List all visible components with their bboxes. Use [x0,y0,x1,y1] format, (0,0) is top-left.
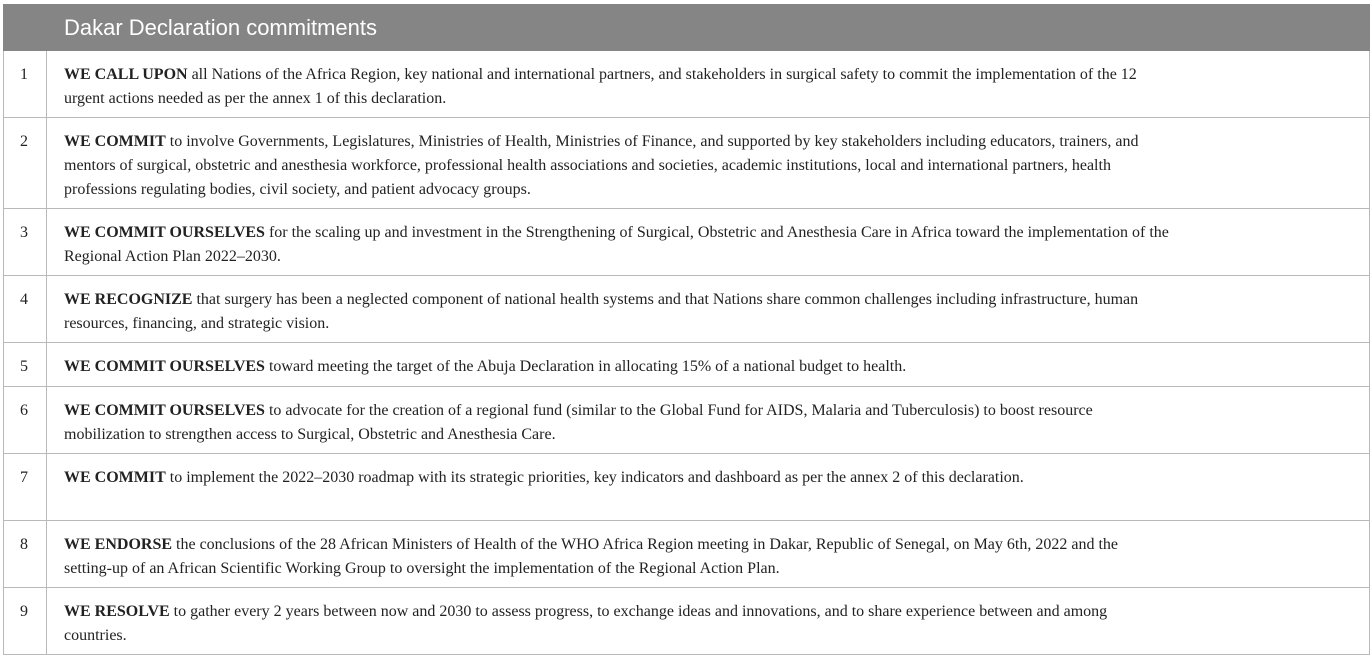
row-text [47,276,1370,343]
row-number: 7 [4,454,47,521]
row-text [47,454,1370,521]
row-body: to gather every 2 years between now and 2030 to assess progress, to exchange ideas and innovations, and to share experience between and among countries. [64,603,1108,644]
table-row [4,387,1370,454]
row-body: all Nations of the Africa Region, key national and international partners, and stakeholders in surgical safety to commit the implementation of the 12 urgent actions needed as per the annex 1 of this declaration. [64,66,1137,107]
row-text [47,51,1370,118]
row-body: to implement the 2022–2030 roadmap with its strategic priorities, key indicators and dashboard as per the annex 2 of this declaration. [165,469,1024,486]
table-row [4,209,1370,276]
table-title: Dakar Declaration commitments [47,5,1370,51]
commitments-table [3,4,1370,655]
row-body: for the scaling up and investment in the Strengthening of Surgical, Obstetric and Anesthesia Care in Africa toward the implementation of the Regional Action Plan 2022–2030. [64,224,1169,265]
number-column-header [4,5,47,51]
table-row [4,276,1370,343]
row-lead: WE COMMIT [64,133,166,150]
row-number: 4 [4,276,47,343]
table-row [4,454,1370,521]
row-lead: WE COMMIT OURSELVES [64,358,265,375]
row-text [47,588,1370,655]
row-number: 6 [4,387,47,454]
row-number: 2 [4,118,47,209]
row-number: 3 [4,209,47,276]
row-number: 1 [4,51,47,118]
table-row [4,343,1370,387]
row-lead: WE ENDORSE [64,536,173,553]
row-text [47,521,1370,588]
row-body: the conclusions of the 28 African Ministers of Health of the WHO Africa Region meeting in Dakar, Republic of Senegal, on May 6th, 2022 and the setting-up of an African Scientific Working Group to oversight the implementation of the Regional Action Plan. [64,536,1118,577]
row-text [47,209,1370,276]
row-body: to advocate for the creation of a regional fund (similar to the Global Fund for AIDS, Malaria and Tuberculosis) to boost resource mobilization to strengthen access to Surgical, Obstetric and Anesthesia Care. [64,402,1093,443]
row-number: 8 [4,521,47,588]
row-text [47,118,1370,209]
table-row [4,521,1370,588]
row-body: to involve Governments, Legislatures, Ministries of Health, Ministries of Finance, and supported by key stakeholders including educators, trainers, and mentors of surgical, obstetric and anesthesia workforce, professional health associations and societies, academic institutions, local and international partners, health professions regulating bodies, civil society, and patient advocacy groups. [64,133,1139,198]
table-header-row [4,5,1370,51]
row-number: 5 [4,343,47,387]
row-text [47,387,1370,454]
row-body: that surgery has been a neglected component of national health systems and that Nations share common challenges including infrastructure, human resources, financing, and strategic vision. [64,291,1139,332]
row-lead: WE COMMIT OURSELVES [64,224,265,241]
row-lead: WE CALL UPON [64,66,188,83]
table-row [4,51,1370,118]
row-body: toward meeting the target of the Abuja Declaration in allocating 15% of a national budget to health. [264,358,907,375]
row-text [47,343,1370,387]
row-lead: WE RESOLVE [64,603,170,620]
row-lead: WE COMMIT [64,469,166,486]
row-lead: WE COMMIT OURSELVES [64,402,265,419]
row-lead: WE RECOGNIZE [64,291,193,308]
table-row [4,588,1370,655]
row-number: 9 [4,588,47,655]
table-row [4,118,1370,209]
